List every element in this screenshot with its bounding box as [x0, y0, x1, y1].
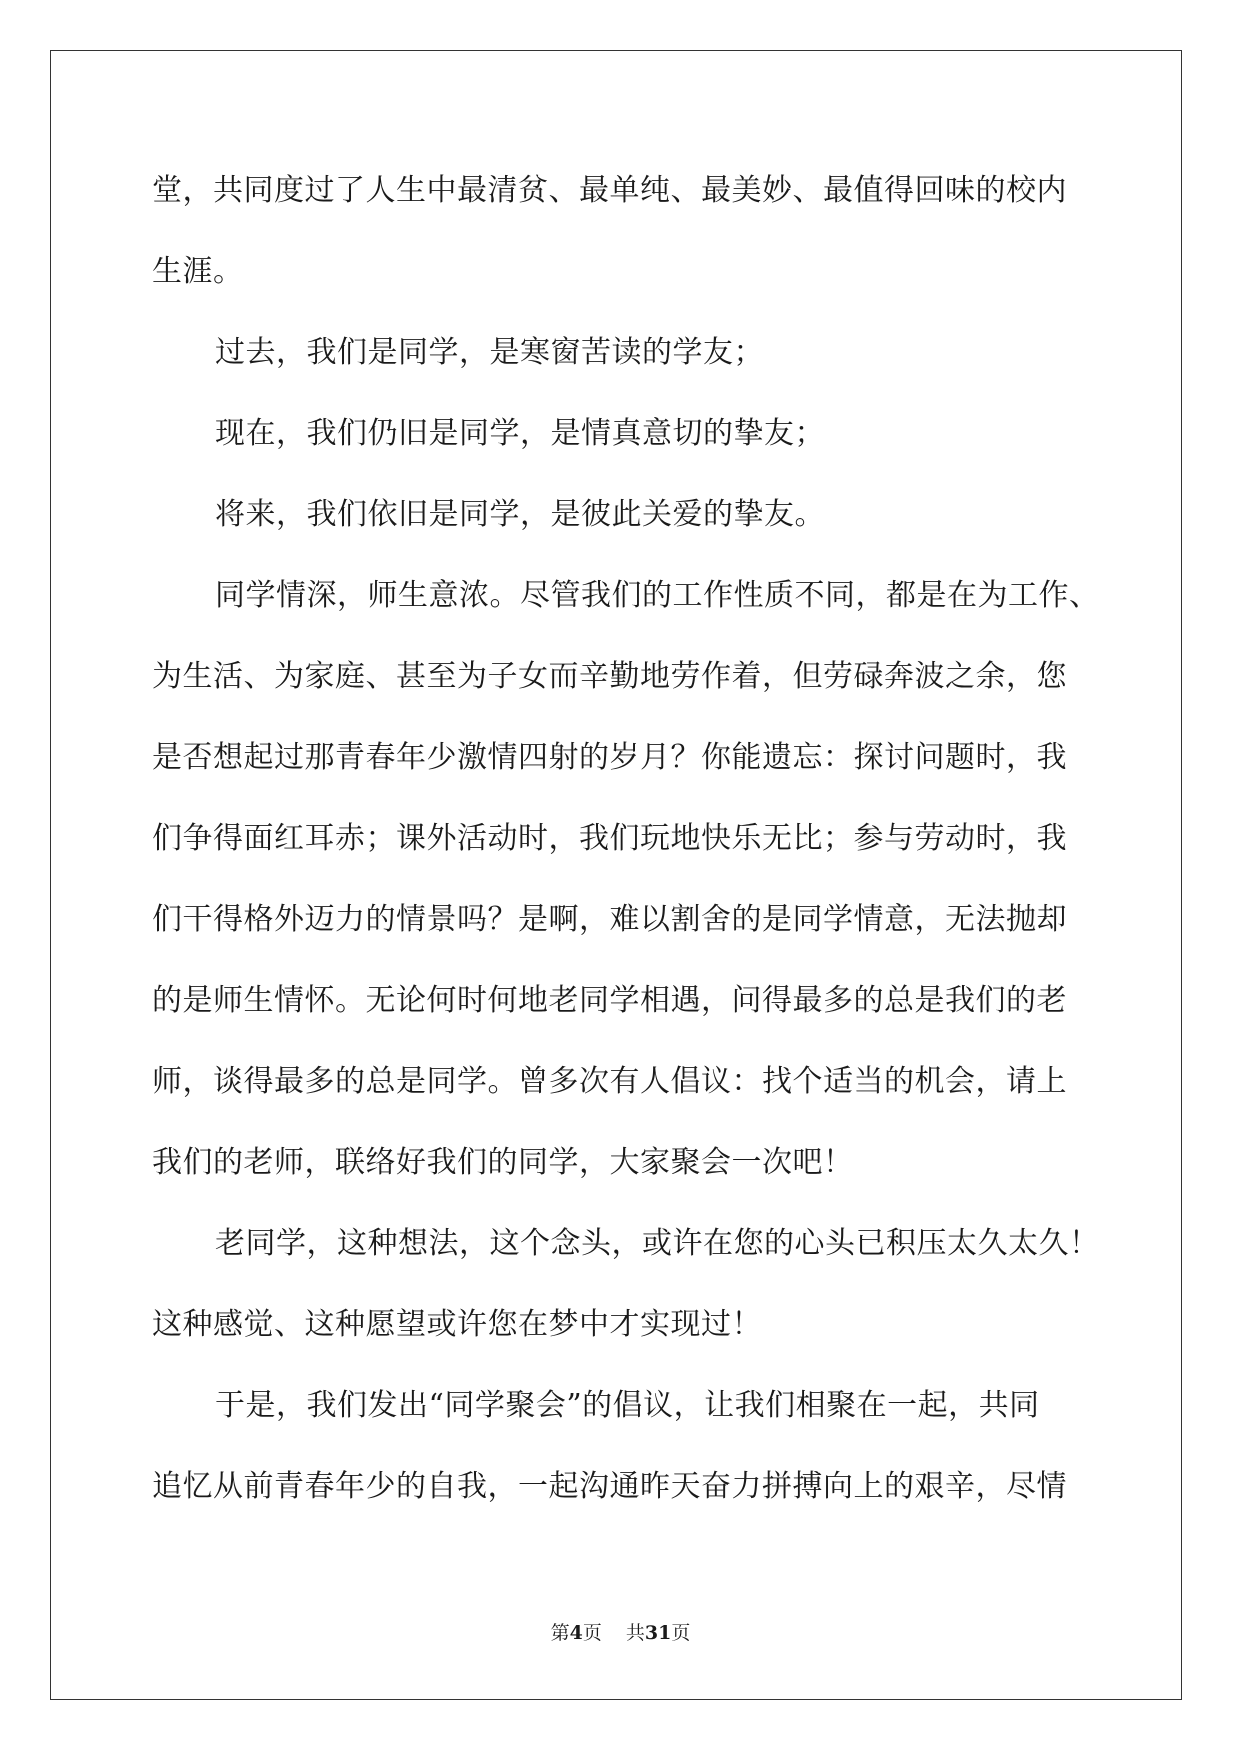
text-line: 的是师生情怀。无论何时何地老同学相遇，问得最多的总是我们的老: [152, 983, 1067, 1018]
text-line: 们干得格外迈力的情景吗？是啊，难以割舍的是同学情意，无法抛却: [152, 902, 1067, 937]
text-line: 这种感觉、这种愿望或许您在梦中才实现过！: [152, 1307, 762, 1342]
text-line: 为生活、为家庭、甚至为子女而辛勤地劳作着，但劳碌奔波之余，您: [152, 659, 1067, 694]
paragraph-start: 将来，我们依旧是同学，是彼此关爱的挚友。: [215, 497, 825, 532]
text-line: 是否想起过那青春年少激情四射的岁月？你能遗忘：探讨问题时，我: [152, 740, 1067, 775]
paragraph-start: 于是，我们发出“同学聚会”的倡议，让我们相聚在一起，共同: [215, 1388, 1040, 1423]
total-label-prefix: 共: [625, 1622, 645, 1644]
text-line: 堂，共同度过了人生中最清贫、最单纯、最美妙、最值得回味的校内: [152, 173, 1067, 208]
text-line: 们争得面红耳赤；课外活动时，我们玩地快乐无比；参与劳动时，我: [152, 821, 1067, 856]
total-page-count: 31: [644, 1622, 672, 1644]
page-label-suffix: 页: [582, 1622, 602, 1644]
document-body: [152, 162, 1100, 1539]
text-line: 我们的老师，联络好我们的同学，大家聚会一次吧！: [152, 1145, 854, 1180]
paragraph-start: 老同学，这种想法，这个念头，或许在您的心头已积压太久太久！: [215, 1226, 1100, 1261]
page-footer: [0, 1618, 1241, 1645]
paragraph-start: 同学情深，师生意浓。尽管我们的工作性质不同，都是在为工作、: [215, 578, 1100, 613]
text-line: 师，谈得最多的总是同学。曾多次有人倡议：找个适当的机会，请上: [152, 1064, 1067, 1099]
total-label-suffix: 页: [671, 1622, 691, 1644]
current-page-number: 4: [569, 1622, 583, 1644]
text-line: 生涯。: [152, 254, 244, 289]
paragraph-start: 现在，我们仍旧是同学，是情真意切的挚友；: [215, 416, 825, 451]
paragraph-start: 过去，我们是同学，是寒窗苦读的学友；: [215, 335, 764, 370]
text-line: 追忆从前青春年少的自我，一起沟通昨天奋力拼搏向上的艰辛，尽情: [152, 1469, 1067, 1504]
page-label-prefix: 第: [550, 1622, 570, 1644]
